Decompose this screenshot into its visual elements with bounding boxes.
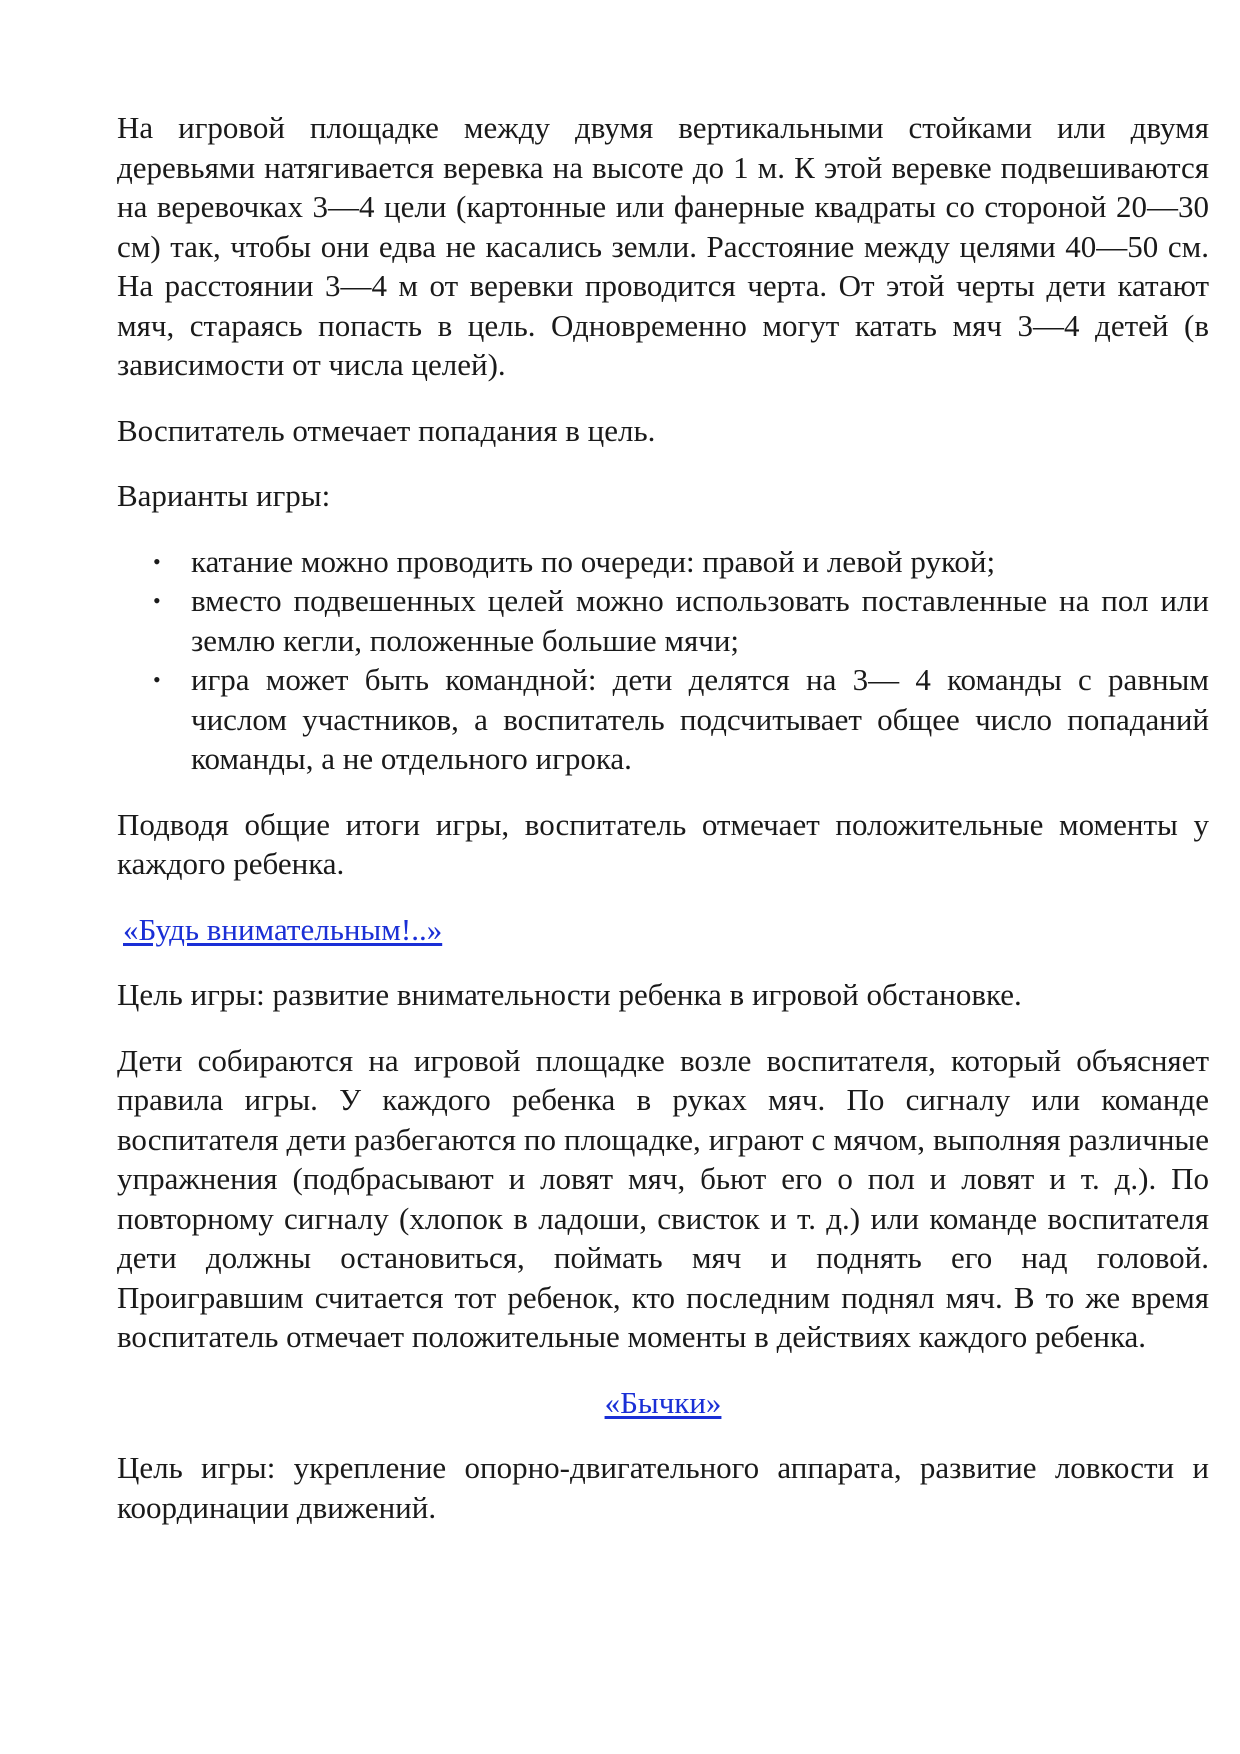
bullet-icon: • [153, 548, 161, 574]
link-bychki[interactable]: «Бычки» [604, 1384, 722, 1420]
paragraph-goal-bychki: Цель игры: укрепление опорно-двигательного аппарата, развитие ловкости и координации движений. [117, 1450, 1209, 1525]
paragraph-variants-heading: Варианты игры: [117, 478, 331, 513]
paragraph-summary: Подводя общие итоги игры, воспитатель отмечает положительные моменты у каждого ребенка. [117, 806, 1209, 881]
paragraph-game-setup: На игровой площадке между двумя вертикальными стойками или двумя деревьями натягивается веревка на высоте до 1 м. К этой веревке подвешиваются на веревочках 3—4 цели (картонные или фанерные квадраты со стороной 20—30 см) так, чтобы они едва не касались земли. Расстояние между целями 40—50 см. На расстоянии 3—4 м от веревки проводится черта. От этой черты дети катают мяч, стараясь попасть в цель. Одновременно могут катать мяч 3—4 детей (в зависимости от числа целей). [117, 110, 1209, 382]
list-item-text: катание можно проводить по очереди: правой и левой рукой; [191, 543, 996, 579]
link-be-attentive[interactable]: «Будь внимательным!..» [123, 911, 443, 947]
variants-list [117, 542, 1209, 779]
game-title-bychki [117, 1383, 1209, 1423]
list-item-text: игра может быть командной: дети делятся на 3— 4 команды с равным числом участников, а воспитатель подсчитывает общее число попаданий команды, а не отдельного игрока. [191, 662, 1209, 776]
list-item [117, 542, 1209, 582]
bullet-icon: • [153, 667, 161, 692]
game-title-be-attentive [117, 910, 1209, 950]
bullet-icon: • [153, 588, 161, 613]
list-item [117, 660, 1209, 779]
list-item-text: вместо подвешенных целей можно использовать поставленные на пол или землю кегли, положенные большие мячи; [191, 583, 1209, 658]
paragraph-goal-attentive: Цель игры: развитие внимательности ребенка в игровой обстановке. [117, 977, 1022, 1012]
list-item [117, 581, 1209, 660]
paragraph-attentive-rules: Дети собираются на игровой площадке возле воспитателя, который объясняет правила игры. У каждого ребенка в руках мяч. По сигналу или команде воспитателя дети разбегаются по площадке, играют с мячом, выполняя различные упражнения (подбрасывают и ловят мяч, бьют его о пол и ловят и т. д.). По повторному сигналу (хлопок в ладоши, свисток и т. д.) или команде воспитателя дети должны остановиться, поймать мяч и поднять его над головой. Проигравшим считается тот ребенок, кто последним поднял мяч. В то же время воспитатель отмечает положительные моменты в действиях каждого ребенка. [117, 1042, 1209, 1354]
document-page [117, 108, 1209, 1553]
paragraph-teacher-marks: Воспитатель отмечает попадания в цель. [117, 412, 656, 448]
